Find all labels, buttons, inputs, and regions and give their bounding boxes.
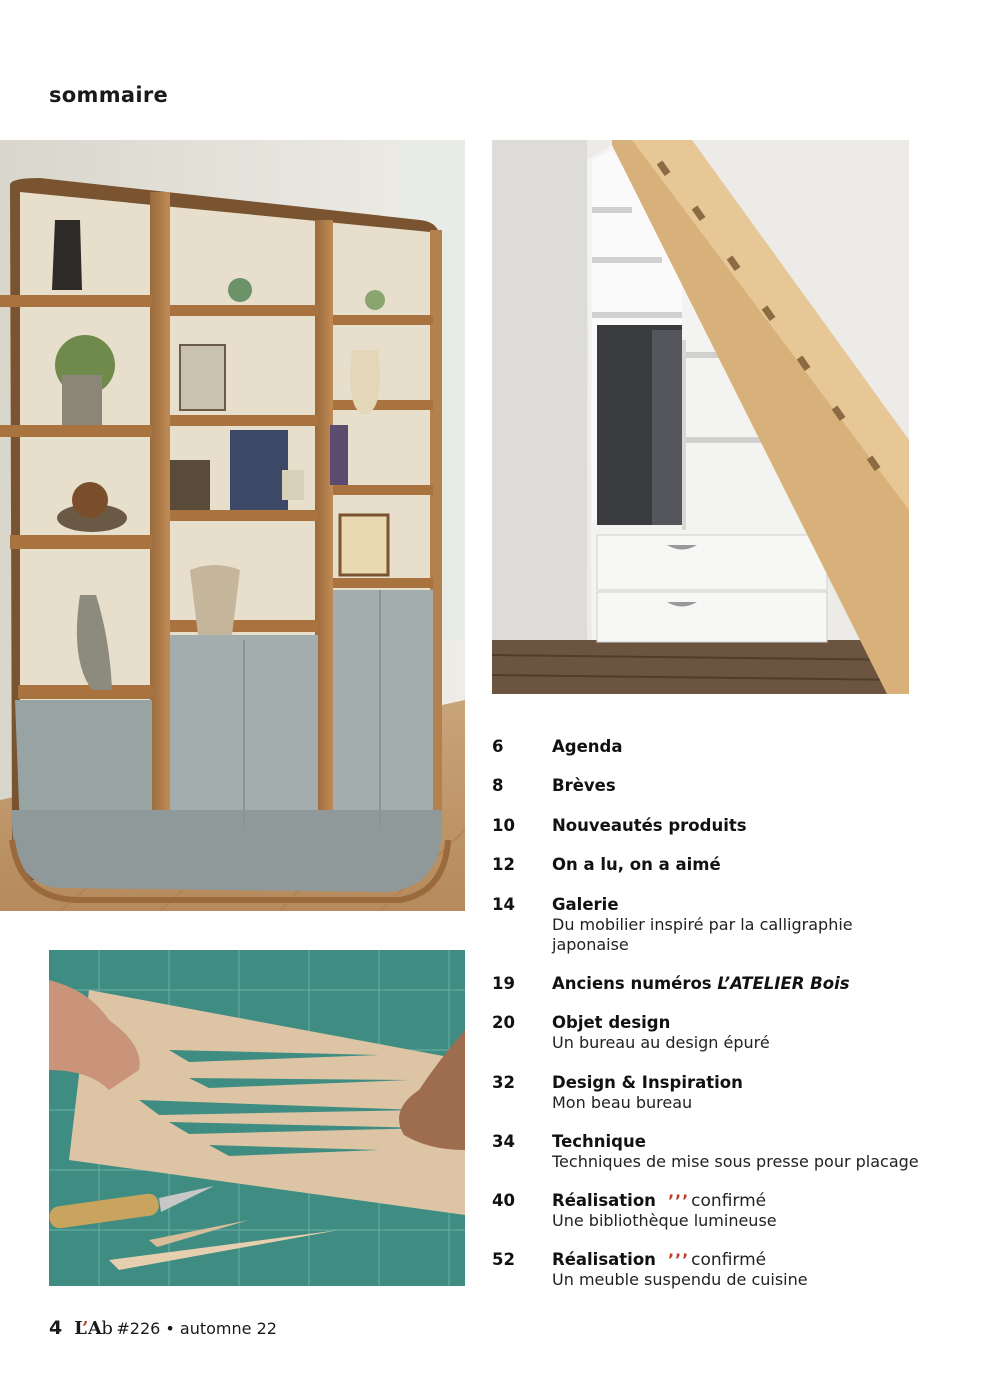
difficulty-mark-icon: ’’’ xyxy=(667,1250,690,1269)
veneer-cutting-photo xyxy=(49,950,465,1286)
toc-subtitle: Mon beau bureau xyxy=(552,1093,693,1112)
toc-subtitle: Techniques de mise sous presse pour placage xyxy=(552,1152,919,1171)
toc-title: Nouveautés produits xyxy=(552,816,747,835)
page-footer xyxy=(49,1317,277,1339)
toc-page-number: 40 xyxy=(492,1191,515,1210)
toc-entry[interactable] xyxy=(492,1013,952,1073)
toc-page-number: 6 xyxy=(492,737,504,756)
toc-entry[interactable] xyxy=(492,1191,952,1250)
toc-entry[interactable] xyxy=(492,816,952,855)
toc-page-number: 10 xyxy=(492,816,515,835)
toc-title: Brèves xyxy=(552,776,616,795)
logo-apostrophe: ’ xyxy=(82,1318,88,1339)
toc-page-number: 32 xyxy=(492,1073,515,1092)
difficulty-level: confirmé xyxy=(691,1250,767,1270)
toc-title xyxy=(552,974,952,994)
toc-title-text: Réalisation xyxy=(552,1191,656,1210)
toc-subtitle: Un bureau au design épuré xyxy=(552,1033,770,1052)
toc-entry[interactable] xyxy=(492,776,952,816)
toc-title xyxy=(552,1191,952,1211)
bookshelf-photo xyxy=(0,140,465,911)
toc-title: Agenda xyxy=(552,737,623,756)
difficulty-mark-icon: ’’’ xyxy=(667,1191,690,1210)
logo-b: b xyxy=(101,1318,113,1339)
toc-subtitle: Une bibliothèque lumineuse xyxy=(552,1211,777,1230)
toc-page-number: 20 xyxy=(492,1013,515,1032)
toc-entry[interactable] xyxy=(492,1073,952,1132)
toc-entry[interactable] xyxy=(492,737,952,776)
toc-subtitle: Du mobilier inspiré par la calligraphie japonaise xyxy=(552,915,853,954)
logo-l: L xyxy=(74,1318,83,1339)
toc-page-number: 52 xyxy=(492,1250,515,1269)
table-of-contents xyxy=(492,737,952,1309)
toc-entry[interactable] xyxy=(492,895,952,974)
toc-page-number: 19 xyxy=(492,974,515,993)
toc-title: Design & Inspiration xyxy=(552,1073,743,1092)
footer-page-number: 4 xyxy=(49,1317,63,1339)
toc-title: Galerie xyxy=(552,895,619,914)
toc-title: Technique xyxy=(552,1132,646,1151)
issue-info: #226 • automne 22 xyxy=(116,1319,277,1338)
toc-entry[interactable] xyxy=(492,1250,952,1309)
toc-title: On a lu, on a aimé xyxy=(552,855,721,874)
toc-title-text: Anciens numéros xyxy=(552,974,712,993)
toc-page-number: 8 xyxy=(492,776,504,795)
toc-entry[interactable] xyxy=(492,1132,952,1191)
under-stairs-storage-photo xyxy=(492,140,909,694)
toc-entry[interactable] xyxy=(492,855,952,895)
logo-a: A xyxy=(87,1318,102,1339)
difficulty-level: confirmé xyxy=(691,1191,767,1211)
toc-subtitle: Un meuble suspendu de cuisine xyxy=(552,1270,808,1289)
toc-title-text: Réalisation xyxy=(552,1250,656,1269)
toc-entry[interactable] xyxy=(492,974,952,1013)
toc-page-number: 14 xyxy=(492,895,515,914)
toc-page-number: 34 xyxy=(492,1132,515,1151)
toc-page-number: 12 xyxy=(492,855,515,874)
page-title: sommaire xyxy=(49,83,169,107)
toc-title xyxy=(552,1250,952,1270)
magazine-logo xyxy=(74,1318,112,1339)
toc-title: Objet design xyxy=(552,1013,671,1032)
toc-title-magazine: L’ATELIER Bois xyxy=(717,974,850,993)
